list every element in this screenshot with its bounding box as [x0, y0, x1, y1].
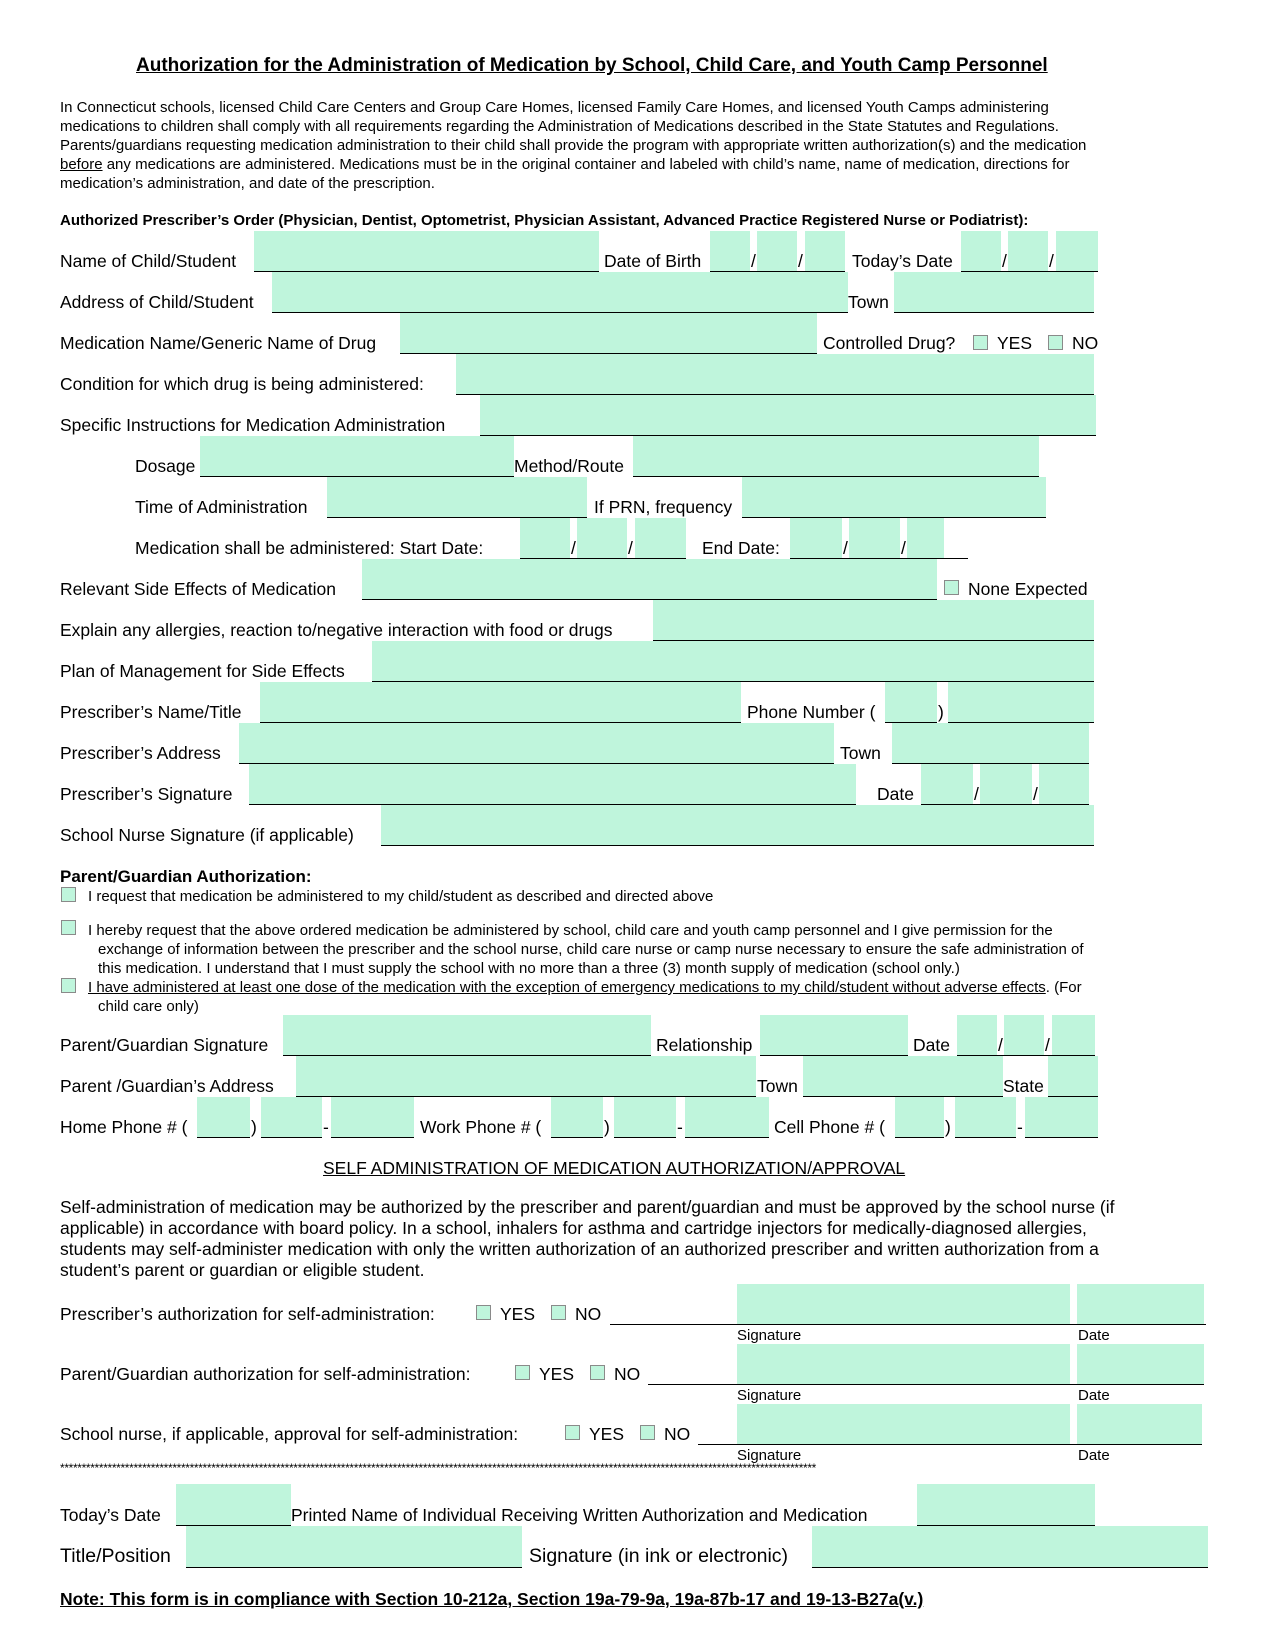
- allergies-field[interactable]: [653, 600, 1094, 640]
- signature-ink-field[interactable]: [812, 1526, 1208, 1567]
- controlled-yes-checkbox[interactable]: [973, 335, 988, 350]
- end-day-field[interactable]: [849, 518, 900, 558]
- slash: /: [998, 1035, 1003, 1055]
- parent-state-field[interactable]: [1048, 1056, 1098, 1096]
- intro-line: [60, 155, 1086, 174]
- underline: [955, 1137, 1016, 1138]
- none-expected-label: None Expected: [968, 579, 1088, 599]
- paren-close: ): [251, 1117, 257, 1137]
- work-phone-label: Work Phone # (: [420, 1117, 542, 1137]
- date-caption: Date: [1078, 1447, 1110, 1464]
- date-label: Date: [877, 784, 914, 804]
- parent-item3-underlined: I have administered at least one dose of the medication with the exception of emergency medications to my child/student without adverse effects: [88, 979, 1046, 996]
- home-line-field[interactable]: [331, 1097, 414, 1137]
- self-admin-line: Self-administration of medication may be authorized by the prescriber and parent/guardian and must be approved by the school nurse (if: [60, 1197, 1115, 1217]
- slash: /: [1033, 784, 1038, 804]
- address-child-field[interactable]: [272, 272, 848, 312]
- paren-close: ): [938, 702, 944, 722]
- town-label: Town: [840, 743, 881, 763]
- parent-item3-line2: child care only): [98, 998, 199, 1015]
- self-parent-yes-checkbox[interactable]: [515, 1365, 530, 1380]
- title-position-label: Title/Position: [60, 1545, 171, 1567]
- paren-close: ): [945, 1117, 951, 1137]
- home-prefix-field[interactable]: [261, 1097, 322, 1137]
- phone-area-field[interactable]: [885, 682, 937, 722]
- dob-month-field[interactable]: [710, 231, 750, 271]
- end-year-field[interactable]: [907, 518, 944, 558]
- nurse-signature-field[interactable]: [381, 805, 1094, 845]
- cell-prefix-field[interactable]: [955, 1097, 1016, 1137]
- work-prefix-field[interactable]: [614, 1097, 676, 1137]
- time-admin-label: Time of Administration: [135, 497, 308, 517]
- self-nurse-signature-field[interactable]: [737, 1404, 1070, 1444]
- paren-close: ): [604, 1117, 610, 1137]
- todays-date-label: Today’s Date: [852, 251, 953, 271]
- prescriber-signature-field[interactable]: [249, 764, 856, 804]
- underline: [331, 1137, 414, 1138]
- underline: [685, 1137, 769, 1138]
- self-parent-label: Parent/Guardian authorization for self-administration:: [60, 1364, 471, 1384]
- parent-date-label: Date: [913, 1035, 950, 1055]
- today-month-field[interactable]: [961, 231, 1001, 271]
- title-position-field[interactable]: [186, 1526, 522, 1567]
- prescriber-address-field[interactable]: [239, 723, 834, 763]
- date-caption: Date: [1078, 1387, 1110, 1404]
- self-nurse-label: School nurse, if applicable, approval for self-administration:: [60, 1424, 519, 1444]
- parent-signature-field[interactable]: [283, 1015, 651, 1055]
- parent-item1: I request that medication be administered to my child/student as described and directed above: [88, 888, 714, 905]
- condition-label: Condition for which drug is being administered:: [60, 374, 424, 394]
- parent-signature-label: Parent/Guardian Signature: [60, 1035, 269, 1055]
- underline: [895, 1137, 944, 1138]
- self-nurse-yes-checkbox[interactable]: [565, 1425, 580, 1440]
- intro-line: medication’s administration, and date of the prescription.: [60, 175, 435, 192]
- prescriber-date-day-field[interactable]: [980, 764, 1032, 804]
- prescriber-signature-label: Prescriber’s Signature: [60, 784, 233, 804]
- underline: [197, 1137, 250, 1138]
- no-label: NO: [575, 1304, 602, 1324]
- underline: [698, 1444, 1202, 1445]
- self-nurse-no-checkbox[interactable]: [640, 1425, 655, 1440]
- yes-label: YES: [500, 1304, 536, 1324]
- plan-field[interactable]: [372, 641, 1094, 681]
- med-name-label: Medication Name/Generic Name of Drug: [60, 333, 377, 353]
- slash: /: [751, 251, 756, 271]
- parent-date-day-field[interactable]: [1004, 1015, 1044, 1055]
- signature-caption: Signature: [737, 1327, 802, 1344]
- self-admin-line: applicable) in accordance with board policy. In a school, inhalers for asthma and cartridge injectors for medically-diagnosed allergies,: [60, 1218, 1087, 1238]
- no-label: NO: [1072, 333, 1099, 353]
- self-prescriber-signature-field[interactable]: [737, 1284, 1070, 1324]
- underline: [186, 1567, 522, 1568]
- start-month-field[interactable]: [520, 518, 570, 558]
- slash: /: [1049, 251, 1054, 271]
- method-label: Method/Route: [514, 456, 624, 476]
- plan-label: Plan of Management for Side Effects: [60, 661, 345, 681]
- prescriber-date-year-field[interactable]: [1039, 764, 1089, 804]
- self-parent-signature-field[interactable]: [737, 1344, 1070, 1384]
- today-day-field[interactable]: [1008, 231, 1048, 271]
- town-label: Town: [848, 292, 889, 312]
- receipt-todays-date-field[interactable]: [176, 1484, 291, 1525]
- parent-item2: [88, 921, 1084, 978]
- relationship-label: Relationship: [656, 1035, 753, 1055]
- parent-administered-checkbox[interactable]: [61, 978, 76, 993]
- yes-label: YES: [997, 333, 1033, 353]
- parent-item2-line: I hereby request that the above ordered medication be administered by school, child care and youth camp personnel and I give permission for the: [88, 922, 1053, 939]
- condition-field[interactable]: [456, 354, 1094, 394]
- dob-year-field[interactable]: [805, 231, 845, 271]
- no-label: NO: [664, 1424, 691, 1444]
- home-phone-label: Home Phone # (: [60, 1117, 188, 1137]
- signature-caption: Signature: [737, 1447, 802, 1464]
- prescriber-name-label: Prescriber’s Name/Title: [60, 702, 242, 722]
- work-area-field[interactable]: [551, 1097, 603, 1137]
- controlled-no-checkbox[interactable]: [1048, 335, 1063, 350]
- start-year-field[interactable]: [635, 518, 686, 558]
- town-child-field[interactable]: [894, 272, 1094, 312]
- parent-item2-line: this medication. I understand that I must supply the school with no more than a three (3) month supply of medication (school only.): [98, 960, 960, 977]
- parent-item3: [88, 978, 1082, 1016]
- self-prescriber-date-field[interactable]: [1077, 1284, 1204, 1324]
- name-child-label: Name of Child/Student: [60, 251, 237, 271]
- slash: /: [843, 538, 848, 558]
- prescriber-town-field[interactable]: [892, 723, 1089, 763]
- underline: [261, 1137, 322, 1138]
- name-child-field[interactable]: [254, 231, 599, 271]
- slash: /: [901, 538, 906, 558]
- slash: /: [1002, 251, 1007, 271]
- parent-item3-rest: . (For: [1045, 979, 1082, 996]
- self-admin-paragraph: [60, 1197, 1115, 1281]
- yes-label: YES: [589, 1424, 625, 1444]
- underline: [894, 312, 1094, 313]
- self-prescriber-label: Prescriber’s authorization for self-administration:: [60, 1304, 435, 1324]
- dash: -: [323, 1117, 329, 1137]
- parent-address-field[interactable]: [296, 1056, 756, 1096]
- parent-date-year-field[interactable]: [1052, 1015, 1095, 1055]
- parent-date-month-field[interactable]: [957, 1015, 997, 1055]
- intro-line-rest: any medications are administered. Medications must be in the original container and labeled with child’s name, name of medication, directions for: [106, 156, 1070, 173]
- instructions-field[interactable]: [480, 395, 1096, 435]
- printed-name-field[interactable]: [917, 1484, 1095, 1525]
- self-admin-line: students may self-administer medication with only the written authorization of an authorized prescriber and written authorization from a: [60, 1239, 1099, 1259]
- signature-caption: Signature: [737, 1387, 802, 1404]
- method-field[interactable]: [633, 436, 1039, 476]
- med-name-field[interactable]: [400, 313, 817, 353]
- work-line-field[interactable]: [685, 1097, 769, 1137]
- slash: /: [974, 784, 979, 804]
- self-prescriber-no-checkbox[interactable]: [551, 1305, 566, 1320]
- prn-field[interactable]: [742, 477, 1046, 517]
- prescriber-date-month-field[interactable]: [921, 764, 973, 804]
- none-expected-checkbox[interactable]: [944, 580, 959, 595]
- dash: -: [677, 1117, 683, 1137]
- no-label: NO: [614, 1364, 641, 1384]
- start-date-label: Medication shall be administered: Start Date:: [135, 538, 484, 558]
- dosage-field[interactable]: [200, 436, 514, 476]
- phone-number-label: Phone Number (: [747, 702, 876, 722]
- side-effects-label: Relevant Side Effects of Medication: [60, 579, 336, 599]
- prescriber-name-field[interactable]: [260, 682, 741, 722]
- dash: -: [1017, 1117, 1023, 1137]
- underline: [610, 1324, 1206, 1325]
- underline: [614, 1137, 676, 1138]
- intro-paragraph: [60, 98, 1086, 193]
- intro-before: before: [60, 156, 103, 173]
- underline: [648, 1384, 1204, 1385]
- address-child-label: Address of Child/Student: [60, 292, 254, 312]
- prn-label: If PRN, frequency: [594, 497, 733, 517]
- side-effects-field[interactable]: [362, 559, 937, 599]
- self-parent-date-field[interactable]: [1077, 1344, 1204, 1384]
- compliance-note: Note: This form is in compliance with Section 10-212a, Section 19a-79-9a, 19a-87b-17 and 19-13-B27a(v.): [60, 1589, 924, 1609]
- phone-number-field[interactable]: [948, 682, 1094, 722]
- parent-heading: Parent/Guardian Authorization:: [60, 867, 312, 886]
- cell-line-field[interactable]: [1025, 1097, 1098, 1137]
- slash: /: [628, 538, 633, 558]
- self-admin-heading: SELF ADMINISTRATION OF MEDICATION AUTHORIZATION/APPROVAL: [323, 1158, 906, 1178]
- star-divider: *******************************************************************************************************************************************************************************: [60, 1462, 816, 1474]
- allergies-label: Explain any allergies, reaction to/negative interaction with food or drugs: [60, 620, 613, 640]
- parent-address-label: Parent /Guardian’s Address: [60, 1076, 274, 1096]
- today-year-field[interactable]: [1056, 231, 1098, 271]
- slash: /: [798, 251, 803, 271]
- dob-day-field[interactable]: [757, 231, 797, 271]
- start-day-field[interactable]: [577, 518, 627, 558]
- prescriber-address-label: Prescriber’s Address: [60, 743, 221, 763]
- controlled-label: Controlled Drug?: [823, 333, 956, 353]
- instructions-label: Specific Instructions for Medication Administration: [60, 415, 446, 435]
- receipt-todays-date-label: Today’s Date: [60, 1505, 161, 1525]
- signature-ink-label: Signature (in ink or electronic): [529, 1545, 789, 1567]
- parent-request-checkbox[interactable]: [61, 887, 76, 902]
- parent-town-field[interactable]: [803, 1056, 1003, 1096]
- parent-town-label: Town: [757, 1076, 798, 1096]
- relationship-field[interactable]: [760, 1015, 908, 1055]
- home-area-field[interactable]: [197, 1097, 250, 1137]
- state-label: State: [1003, 1076, 1044, 1096]
- underline: [551, 1137, 603, 1138]
- dob-label: Date of Birth: [604, 251, 702, 271]
- cell-area-field[interactable]: [895, 1097, 944, 1137]
- dosage-label: Dosage: [135, 456, 196, 476]
- self-parent-no-checkbox[interactable]: [590, 1365, 605, 1380]
- underline: [1025, 1137, 1098, 1138]
- self-prescriber-yes-checkbox[interactable]: [476, 1305, 491, 1320]
- date-caption: Date: [1078, 1327, 1110, 1344]
- underline: [812, 1567, 1208, 1568]
- end-date-label: End Date:: [702, 538, 780, 558]
- end-month-field[interactable]: [790, 518, 842, 558]
- intro-line: medications to children shall comply with all requirements regarding the Administration of Medications described in the State Statutes and Regulations.: [60, 118, 1059, 135]
- yes-label: YES: [539, 1364, 575, 1384]
- underline: [381, 845, 1094, 846]
- parent-item2-line: exchange of information between the prescriber and the school nurse, child care nurse or camp nurse necessary to ensure the safe administration of: [98, 941, 1084, 958]
- slash: /: [571, 538, 576, 558]
- cell-phone-label: Cell Phone # (: [774, 1117, 885, 1137]
- nurse-signature-label: School Nurse Signature (if applicable): [60, 825, 354, 845]
- printed-name-label: Printed Name of Individual Receiving Written Authorization and Medication: [291, 1505, 868, 1525]
- parent-permission-checkbox[interactable]: [61, 920, 76, 935]
- intro-line: In Connecticut schools, licensed Child Care Centers and Group Care Homes, licensed Family Care Homes, and licensed Youth Camps administering: [60, 99, 1049, 116]
- self-nurse-date-field[interactable]: [1077, 1404, 1202, 1444]
- time-admin-field[interactable]: [327, 477, 587, 517]
- form-title: Authorization for the Administration of Medication by School, Child Care, and Youth Camp Personnel: [136, 55, 1048, 76]
- intro-line: Parents/guardians requesting medication administration to their child shall provide the program with appropriate written authorization(s) and the medication: [60, 137, 1087, 154]
- self-admin-line: student’s parent or guardian or eligible student.: [60, 1260, 425, 1280]
- slash: /: [1045, 1035, 1050, 1055]
- prescriber-heading: Authorized Prescriber’s Order (Physician, Dentist, Optometrist, Physician Assistant, Advanced Practice Registered Nurse or Podiatrist):: [60, 212, 1029, 229]
